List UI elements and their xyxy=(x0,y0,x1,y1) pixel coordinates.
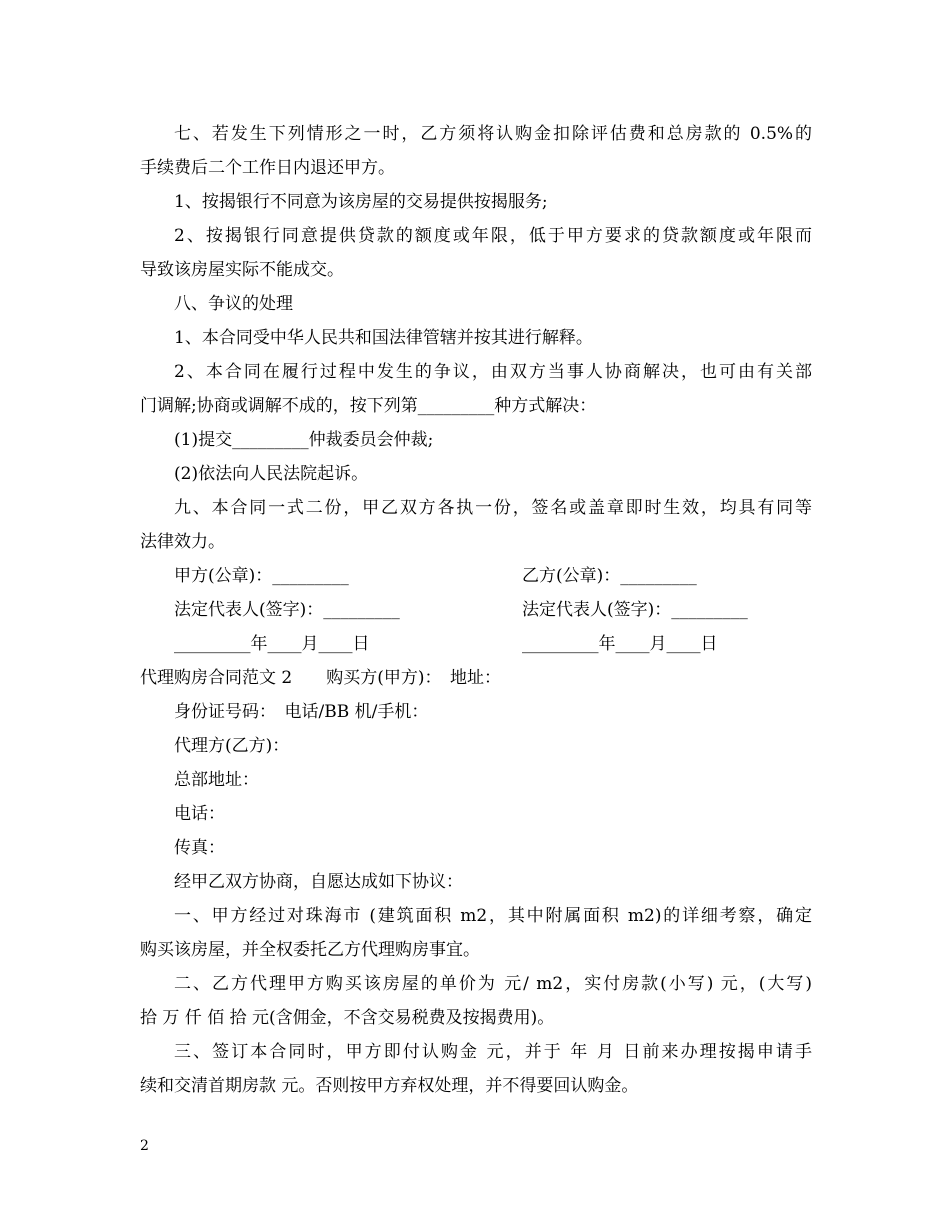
paragraph-line: 拾 万 仟 佰 拾 元(含佣金，不含交易税费及按揭费用)。 xyxy=(140,1008,555,1028)
document-body xyxy=(140,117,812,1103)
paragraph-line: 门调解;协商或调解不成的，按下列第_________种方式解决： xyxy=(140,396,597,416)
paragraph-line: 代理方(乙方)： xyxy=(174,736,290,756)
signature-row xyxy=(140,593,812,627)
paragraph-line: 三、签订本合同时，甲方即付认购金 元，并于 年 月 日前来办理按揭申请手 xyxy=(174,1042,812,1062)
paragraph-line: 电话： xyxy=(174,804,225,824)
paragraph-line: 代理购房合同范文 2 购买方(甲方)： 地址： xyxy=(140,668,501,688)
signature-block xyxy=(140,559,812,661)
contract-clauses xyxy=(140,117,812,559)
paragraph-line: 二、乙方代理甲方购买该房屋的单价为 元/ m2，实付房款(小写) 元，(大写) xyxy=(174,974,812,994)
paragraph-line: 总部地址： xyxy=(174,770,259,790)
paragraph-line: 手续费后二个工作日内退还甲方。 xyxy=(140,158,395,178)
signature-row xyxy=(140,627,812,661)
paragraph-line: 传真： xyxy=(174,838,225,858)
paragraph-line: 法律效力。 xyxy=(140,532,225,552)
paragraph-line: 身份证号码： 电话/BB 机/手机： xyxy=(174,702,429,722)
paragraph-line: 2、本合同在履行过程中发生的争议，由双方当事人协商解决，也可由有关部 xyxy=(174,362,812,382)
paragraph-line: 经甲乙双方协商，自愿达成如下协议： xyxy=(174,872,463,892)
contract-sample-2 xyxy=(140,661,812,1103)
paragraph-line: 2、按揭银行同意提供贷款的额度或年限，低于甲方要求的贷款额度或年限而 xyxy=(174,226,812,246)
party-a-signature: _________年____月____日 xyxy=(174,634,370,654)
party-b-signature: 乙方(公章)：_________ xyxy=(522,566,697,586)
party-b-signature: _________年____月____日 xyxy=(522,634,718,654)
paragraph-line: 1、本合同受中华人民共和国法律管辖并按其进行解释。 xyxy=(174,328,593,348)
paragraph-line: (2)依法向人民法院起诉。 xyxy=(174,464,369,484)
party-b-signature: 法定代表人(签字)：_________ xyxy=(522,600,748,620)
party-a-signature: 法定代表人(签字)：_________ xyxy=(174,600,400,620)
paragraph-line: 九、本合同一式二份，甲乙双方各执一份，签名或盖章即时生效，均具有同等 xyxy=(174,498,812,518)
paragraph-line: 七、若发生下列情形之一时，乙方须将认购金扣除评估费和总房款的 0.5%的 xyxy=(174,124,812,144)
paragraph-line: 1、按揭银行不同意为该房屋的交易提供按揭服务; xyxy=(174,192,548,212)
paragraph-line: 购买该房屋，并全权委托乙方代理购房事宜。 xyxy=(140,940,480,960)
signature-row xyxy=(140,559,812,593)
paragraph-line: (1)提交_________仲裁委员会仲裁; xyxy=(174,430,434,450)
paragraph-line: 一、甲方经过对珠海市 (建筑面积 m2，其中附属面积 m2)的详细考察，确定 xyxy=(174,906,812,926)
paragraph-line: 续和交清首期房款 元。否则按甲方弃权处理，并不得要回认购金。 xyxy=(140,1076,639,1096)
page-number: 2 xyxy=(140,1138,149,1154)
party-a-signature: 甲方(公章)：_________ xyxy=(174,566,349,586)
paragraph-line: 八、争议的处理 xyxy=(174,294,293,314)
paragraph-line: 导致该房屋实际不能成交。 xyxy=(140,260,344,280)
